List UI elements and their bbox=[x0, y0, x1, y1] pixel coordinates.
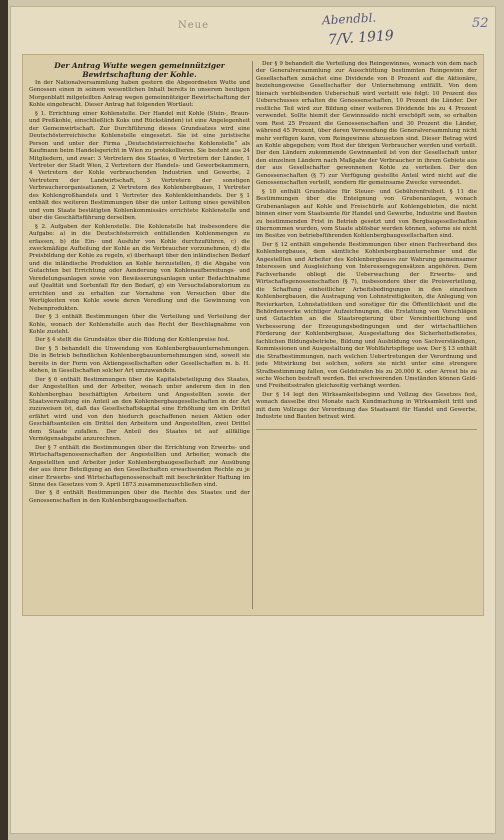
paragraph: Der § 9 behandelt die Verteilung des Reingewinnes, wonach von dem nach der Generalversammlung zur Ausschüttung bestimmten Reingewinn der Gesellschaften zunächst eine Dividende von 8 Prozent auf die Aktionäre, beziehungsweise Gesellschafter der Unternehmung entfällt. Von dem hienach verbleibenden Ueberschuß wird verteilt wie folgt: 10 Prozent des Ueberschusses erhalten die Genossenschaften, 10 Prozent die Länder. Der restliche Teil wird zur Bildung einer weiteren Dividende bis zu 4 Prozent verwendet. Sollte hiemit der Gewinnsaldo nicht erschöpft sein, so erhalten vom Rest 25 Prozent die Genossenschaften und 30 Prozent die Länder, während 45 Prozent, über deren Verwendung die Generalversammlung nicht mehr verfügen kann, vom Reingewinne abzusetzen sind. Dieser Betrag wird an Kohle abgegeben; vom Rest der übrigen Verbraucher werden und verteilt. Der den Ländern zukommende Gewinnanteil ist von der Gesellschaft unter den einzelnen Ländern nach Maßgabe der Verbraucher in ihrem Gebiete aus der aus Gesellschafter gewonnenen Kohle zu verteilen. Der den Genossenschaften (§ 7) zur Verfügung gestellte Anteil wird nicht auf die Genossenschaften verteilt, sondern für gemeinsame Zwecke verwendet. bbox=[256, 61, 477, 187]
article-headline: Der Antrag Wutte wegen gemeinnütziger Bewirtschaftung der Kohle. bbox=[54, 61, 225, 79]
paragraph: In der Nationalversammlung haben gestern die Abgeordneten Wutte und Genossen einen in seinem wesentlichen Inhalt bereits in unserem heutigen Morgenblatt mitgeteilten Antrag wegen gemeinnütziger Bewirtschaftung der Kohle eingebracht. Dieser Antrag hat folgenden Wortlaut: bbox=[29, 80, 250, 109]
archive-number: 52 bbox=[472, 16, 489, 31]
handwritten-source: Abendbl. bbox=[321, 10, 377, 28]
binding-edge bbox=[0, 0, 8, 840]
paragraph: Der § 5 behandelt die Unwendung von Kohlenbergbauunternehmungen. Die in Betrieb befindlichen Kohlenbergbauunternehmungen sind, soweit sie bereits in der Form von Aktiengesellschaften oder Gesellschaften m. b. H. stehen, in Gesellschaften solcher Art umzuwandeln. bbox=[29, 345, 250, 375]
newspaper-clipping bbox=[22, 54, 484, 616]
paragraph: Der § 7 enthält die Bestimmungen über die Errichtung von Erwerbs- und Wirtschaftsgenossenschaften der Angestellten und Arbeiter, wonach die Angestellten und Arbeiter jeder Kohlenbergbaugesellschaft zur Ausübung der aus ihrer Beteiligung an den Gesellschaften erwachsenden Rechte zu je einer Erwerbs- und Wirtschaftsgenossenschaft mit beschränkter Haftung im Sinne des Gesetzes vom 9. April 1873 zusammenzuschließen sind. bbox=[29, 444, 250, 489]
paragraph: Der § 3 enthält Bestimmungen über die Verteilung und Verteilung der Kohle, wonach der Kohlenstelle auch das Recht der Beschlagnahme von Kohle zusteht. bbox=[29, 314, 250, 335]
article-column-left bbox=[29, 61, 250, 611]
paragraph: § 2. Aufgaben der Kohlenstelle. Die Kohlenstelle hat insbesondere die Aufgabe: a) in die Deutschösterreich entfallenden Kohlenmengen zu erfassen, b) die Ein- und Ausfuhr von Kohle durchzuführen, c) die zweckmäßige Aufteilung der Kohle an die Verbraucher vorzunehmen, d) die Preisbildung der Kohle zu regeln, e) überhaupt über den inländischen Bedarf und die inländische Produktion an Kohle herzustellen, f) die Abgabe von Gutachten bei Errichtung oder Aenderung von Kohlenaufbereitungs- und Veredelungsanlagen sowie von Bewässerungsanlagen unter Bedachtnahme auf Qualität und Sortenfall für den Bedarf, g) ein Versuchslaboratorium zu errichten und zu erhalten zur Vornahme von Versuchen über die Wertigkeiten von Kohle sowie deren Veredlung und die Gewinnung von Nebenprodukten. bbox=[29, 223, 250, 312]
paragraph: § 1. Errichtung einer Kohlenstelle. Der Handel mit Kohle (Stein-, Braun- und Preßkohle, einschließlich Koks und Rückständen) ist eine Angelegenheit der Gemeinwirtschaft. Zur Durchführung dieses Grundsatzes wird eine Deutschösterreichische Kohlenstelle eingesetzt. Sie ist eine juristische Person und unter der Firma „Deutschösterreichische Kohlenstelle“ als Kaufmann beim Handelsgericht in Wien zu protokollieren. Sie besteht aus 24 Mitgliedern, und zwar: 3 Vertretern des Staates, 6 Vertretern der Länder, 1 Vertreter der Stadt Wien, 2 Vertretern der Handels- und Gewerbekammern, 4 Vertretern der Kohle verbrauchenden Industrien und Gewerbe, 2 Vertretern der Landwirtschaft, 3 Vertretern der sonstigen Verbraucherorganisationen, 2 Vertretern des Kohlenbergbaues, 1 Vertreter des Kohlengroßhandels und 1 Vertreter des Kohlenkleinhandels. Der § 1 enthält des weiteren Bestimmungen über die unter Leitung eines gewählten und vom Staate bestätigten Kohlenkommissärs errichtete Kohlenstelle und über die Geschäftsführung derselben. bbox=[29, 110, 250, 222]
paragraph: Der § 6 enthält Bestimmungen über die Kapitalsbeteiligung des Staates, der Angestellten und der Arbeiter, wonach unter anderem den in den Kohlenbergbau beschäftigten Arbeitern und Angestellten sowie der Staatsverwaltung ein Anteil an den Kohlenbergbaugesellschaften in der Art zuzuweisen ist, daß das Gesellschaftskapital eine Erhöhung um ein Drittel erfährt wird und von den hiedurch geschaffenen neuen Aktien oder Geschäftsanteilen ein Drittel den Arbeitern und Angestellten, zwei Drittel dem Staate zufallen. Der Anteil des Staates ist auf allfällige Vermögensabgabe anzurechnen. bbox=[29, 376, 250, 443]
paragraph: Der § 8 enthält Bestimmungen über die Rechte des Staates und der Genossenschaften in den Kohlenbergbaugesellschaften. bbox=[29, 490, 250, 504]
article-column-right bbox=[256, 61, 477, 425]
faded-stamp: Neue bbox=[178, 20, 210, 31]
handwritten-date: 7/V. 1919 bbox=[327, 27, 395, 49]
end-rule bbox=[256, 429, 477, 430]
paragraph: Der § 12 enthält eingehende Bestimmungen über einen Fachverband des Kohlenbergbaues, dem sämtliche Kohlenbergbauunternehmer und die Angestellten und Arbeiter des Kohlenbergbaues zur Wahrung gemeinsamer Interessen und Ausgleichung von Interessengegensätzen angehören. Dem Fachverbande obliegt die Ueberwachung der Erwerbs- und Wirtschaftsgenossenschaften (§ 7), insbesondere über die Preisverteilung, die Schaffung einheitlicher Arbeitsbedingungen in den einzelnen Kohlenbergbauen, die Austragung von Lohnstreitigkeiten, die Anlegung von Revierkarten, Lohnstatistiken und sonstiger für die Öffentlichkeit und die Behördenwerke wichtiger Aufzeichnungen, die Erstattung von Vorschlägen und Gutachten an die Staatsregierung über Vereinheitlichung und Verbesserung der Erzeugungsbedingungen und der wirtschaftlichen Förderung der Kohlenbergbaue, Ausgestaltung des Sicherheitsdienstes, fachlichen Bildungsbetriebe, Bildung und Ausbildung von Sachverständigen, Kommissionen und Ausgestaltung der Wohlfahrtspflege usw. Der § 13 enthält die Strafbestimmungen, nach welchen Uebertretungen der Verordnung und jede Mitwirkung bei solchen, sofern sie nicht unter eine strengere Strafbestimmung fallen, von Geldstrafen bis zu 20.000 K. oder Arrest bis zu sechs Wochen bestraft werden. Bei erschwerenden Umständen können Geld- und Freiheitsstrafen gleichzeitig verhängt werden. bbox=[256, 241, 477, 390]
paragraph: Der § 14 legt den Wirksamkeitsbeginn und Vollzug des Gesetzes fest, wonach dasselbe drei Monate nach Kundmachung in Wirksamkeit tritt und mit dem Vollzuge der Verordnung das Staatsamt für Handel und Gewerbe, Industrie und Bauten betraut wird. bbox=[256, 391, 477, 421]
paragraph: § 10 enthält Grundsätze für Steuer- und Gebührenfreiheit. § 11 die Bestimmungen über die Enteignung von Grubenanlagen, wonach Grubenanlagen auf Kohle und Freischürfe auf Kohlengebieten, die nicht binnen einer vom Staatsamte für Handel und Gewerbe, Industrie und Bauten zu bestimmenden Frist in Betrieb gesetzt und von Bergbaugesellschaften übernommen wurden, vom Staate ablösbar werden können, soferne sie nicht im Besitze von betriebsführenden Kohlenbergbaugesellschaften sind. bbox=[256, 188, 477, 240]
column-rule bbox=[252, 61, 253, 609]
paragraph: Der § 4 stellt die Grundsätze über die Bildung der Kohlenpreise fest. bbox=[35, 337, 230, 344]
